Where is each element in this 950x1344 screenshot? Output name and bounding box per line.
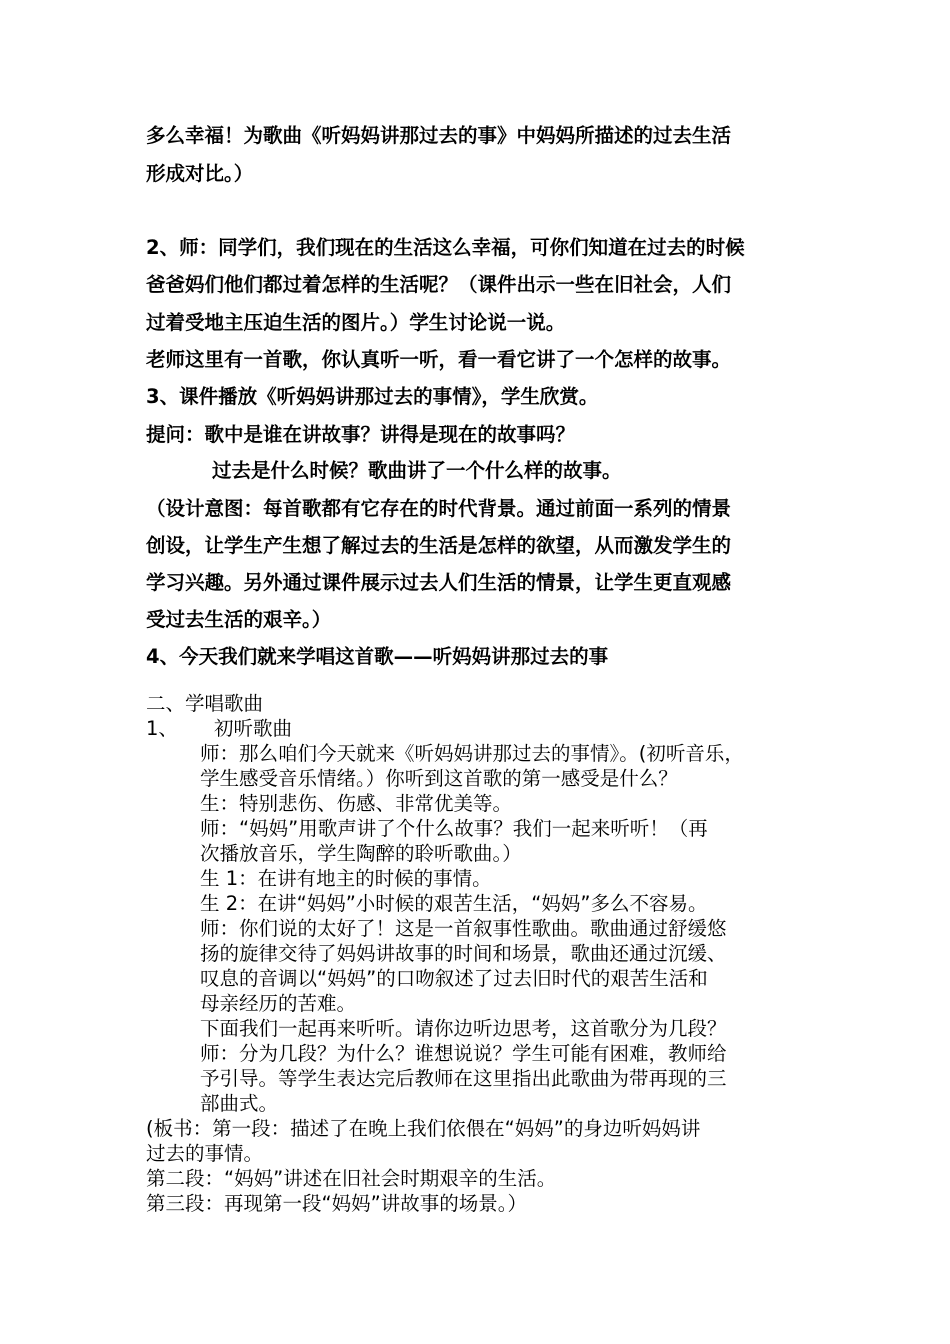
text-line: 过去是什么时候？歌曲讲了一个什么样的故事。: [212, 459, 622, 482]
text-line: 2、师：同学们，我们现在的生活这么幸福，可你们知道在过去的时候: [146, 236, 745, 259]
section-heading: 二、学唱歌曲: [146, 692, 264, 715]
list-item-title: 初听歌曲: [214, 717, 293, 740]
text-line: 老师这里有一首歌，你认真听一听，看一看它讲了一个怎样的故事。: [146, 348, 732, 371]
text-line: 师：那么咱们今天就来《听妈妈讲那过去的事情》。(初听音乐，: [200, 742, 744, 765]
text-line: 第二段：“妈妈”讲述在旧社会时期艰辛的生活。: [146, 1167, 557, 1190]
text-line: 师：分为几段？为什么？谁想说说？学生可能有困难，教师给: [200, 1042, 727, 1065]
text-line: 学生感受音乐情绪。）你听到这首歌的第一感受是什么？: [200, 767, 678, 790]
text-line: 母亲经历的苦难。: [200, 992, 357, 1015]
text-line: 生 2：在讲“妈妈”小时候的艰苦生活，“妈妈”多么不容易。: [200, 892, 708, 915]
text-line: 受过去生活的艰辛。）: [146, 608, 332, 631]
text-line: 第三段：再现第一段“妈妈”讲故事的场景。）: [146, 1192, 527, 1215]
text-line: 生：特别悲伤、伤感、非常优美等。: [200, 792, 513, 815]
text-line: 3、课件播放《听妈妈讲那过去的事情》，学生欣赏。: [146, 385, 599, 408]
text-line: 次播放音乐，学生陶醉的聆听歌曲。）: [200, 842, 522, 865]
text-line: 过着受地主压迫生活的图片。）学生讨论说一说。: [146, 311, 566, 334]
list-number: 1、: [146, 717, 178, 740]
text-line: 过去的事情。: [146, 1142, 264, 1165]
text-line: 形成对比。）: [146, 162, 254, 185]
text-line: 师：“妈妈”用歌声讲了个什么故事？我们一起来听听！（再: [200, 817, 708, 840]
text-line: 下面我们一起再来听听。请你边听边思考，这首歌分为几段？: [200, 1017, 727, 1040]
text-line: (板书：第一段：描述了在晚上我们依偎在“妈妈”的身边听妈妈讲: [146, 1117, 701, 1140]
text-line: 予引导。等学生表达完后教师在这里指出此歌曲为带再现的三: [200, 1067, 727, 1090]
text-line: （设计意图：每首歌都有它存在的时代背景。通过前面一系列的情景: [146, 497, 732, 520]
text-line: 扬的旋律交待了妈妈讲故事的时间和场景，歌曲还通过沉缓、: [200, 942, 727, 965]
text-line: 创设，让学生产生想了解过去的生活是怎样的欲望，从而激发学生的: [146, 534, 732, 557]
text-line: 多么幸福！为歌曲《听妈妈讲那过去的事》中妈妈所描述的过去生活: [146, 124, 732, 147]
text-line: 4、今天我们就来学唱这首歌——听妈妈讲那过去的事: [146, 645, 609, 668]
text-line: 叹息的音调以“妈妈”的口吻叙述了过去旧时代的艰苦生活和: [200, 967, 708, 990]
text-line: 师：你们说的太好了！这是一首叙事性歌曲。歌曲通过舒缓悠: [200, 917, 727, 940]
text-line: 爸爸妈们他们都过着怎样的生活呢？（课件出示一些在旧社会，人们: [146, 273, 732, 296]
text-line: 生 1：在讲有地主的时候的事情。: [200, 867, 492, 890]
text-line: 提问：歌中是谁在讲故事？讲得是现在的故事吗？: [146, 423, 576, 446]
text-line: 部曲式。: [200, 1092, 279, 1115]
text-line: 学习兴趣。另外通过课件展示过去人们生活的情景，让学生更直观感: [146, 571, 732, 594]
